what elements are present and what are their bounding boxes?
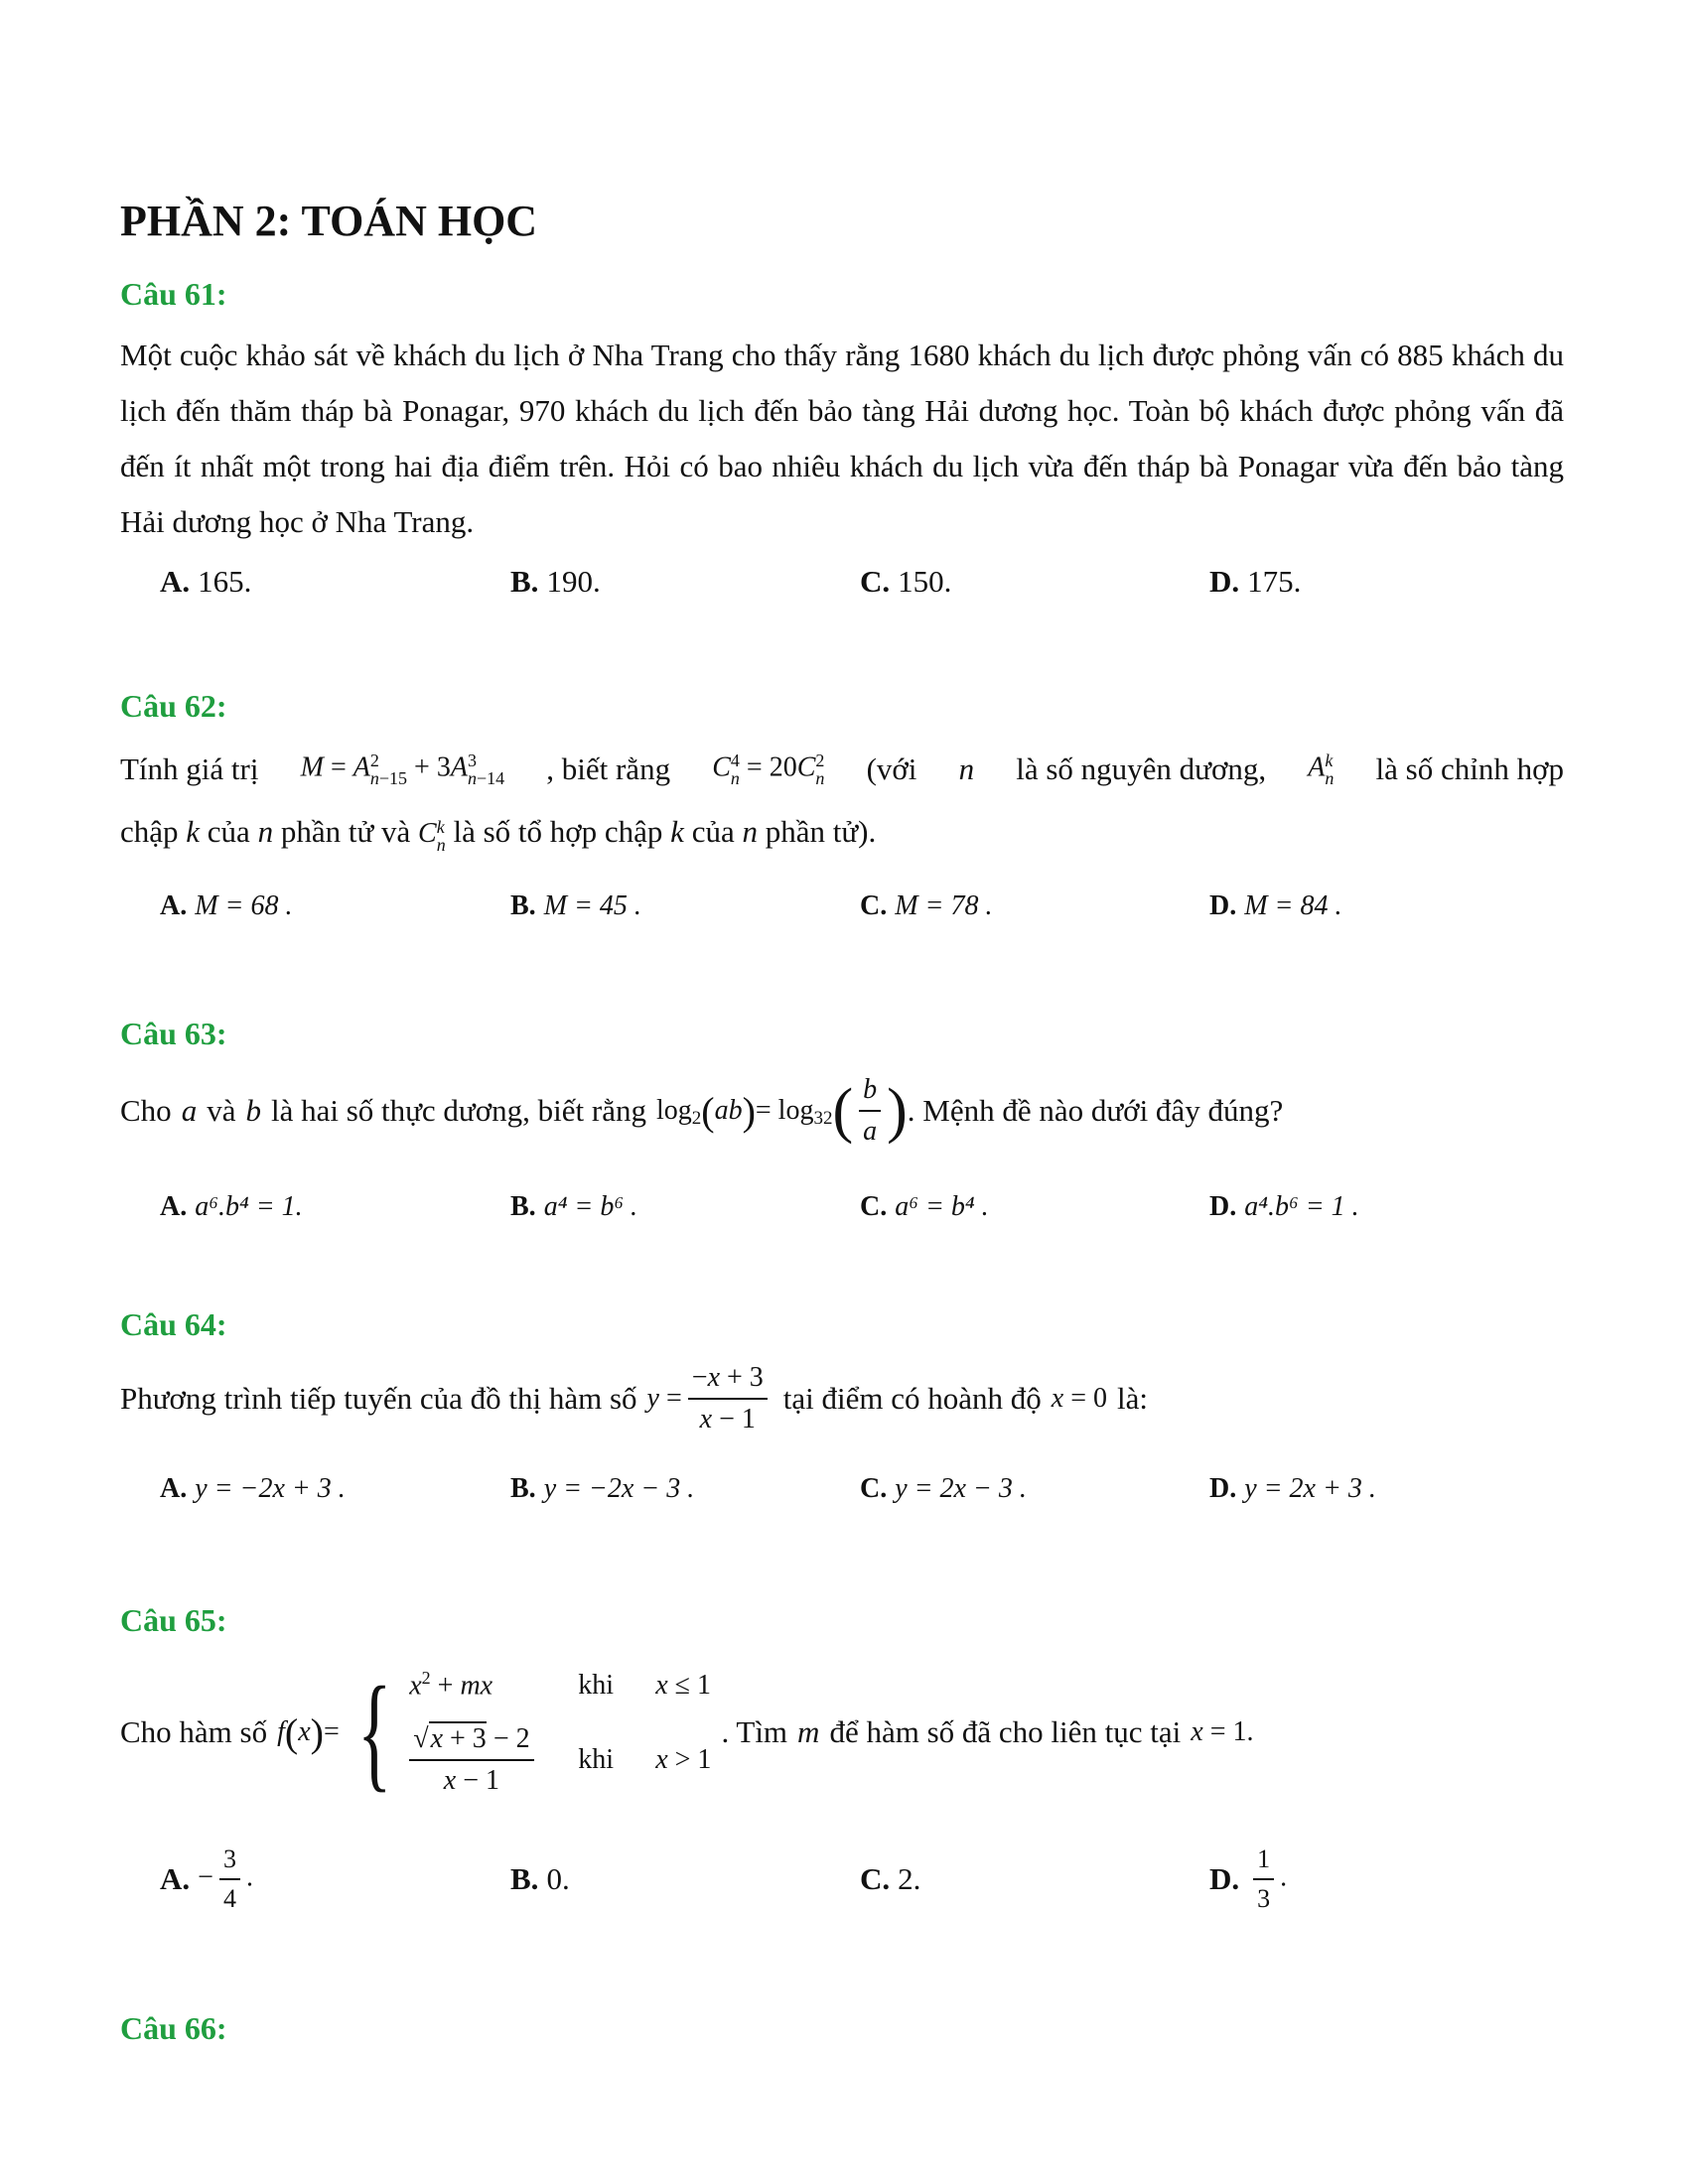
question-61-text: Một cuộc khảo sát về khách du lịch ở Nha Trang cho thấy rằng 1680 khách du lịch được phỏng vấn có 885 khách du lịch đến thăm tháp bà Ponagar, 970 khách du lịch đến bảo tàng Hải dương học. Toàn bộ khách được phỏng vấn đã đến ít nhất một trong hai địa điểm trên. Hỏi có bao nhiêu khách du lịch vừa đến tháp bà Ponagar vừa đến bảo tàng Hải dương học ở Nha Trang. <box>120 338 1564 539</box>
question-66-label: Câu 66: <box>120 2010 227 2046</box>
q62-option-a[interactable]: A. M = 68 . <box>160 890 293 921</box>
formula-function: y = $\frac{-x + 3}{x - 1}$ <box>647 1362 774 1435</box>
q63-option-c[interactable]: C. a⁶ = b⁴ . <box>860 1191 989 1222</box>
question-64-text: Phương trình tiếp tuyến của đồ thị hàm số y = $\frac{-x + 3}{x - 1}$ tại điểm có hoành độ x = 0 là: <box>120 1362 1149 1434</box>
q61-option-a[interactable]: A. 165. <box>160 564 252 599</box>
formula-condition: C 4 n = 20C 2 n <box>712 751 825 788</box>
formula-M: M = A 2 n−15 + 3A 3 n−14 <box>300 751 505 788</box>
q65-option-b[interactable]: B. 0. <box>510 1861 570 1896</box>
q64-option-d[interactable]: D. y = 2x + 3 . <box>1209 1473 1376 1504</box>
question-63-text: Cho a và b là hai số thực dương, biết rằng log 2 ( ab ) = log 32 ( $\frac{b}{a}$ ) . Mệnh đề nào dưới đây đúng? <box>120 1074 1284 1147</box>
question-65-label: Câu 65: <box>120 1602 227 1638</box>
q65-option-c[interactable]: C. 2. <box>860 1861 921 1896</box>
q65-option-a[interactable]: A. − $\frac{3}{4}$ . <box>160 1844 253 1913</box>
q62-option-c[interactable]: C. M = 78 . <box>860 890 993 921</box>
question-62-line-1: Tính giá trị M = A 2 n−15 + 3A 3 n−14 , biết rằng C 4 n = 20C 2 n (với n là số nguyên dương, A k n là số chỉnh hợp <box>120 751 1564 788</box>
question-64-label: Câu 64: <box>120 1306 227 1342</box>
q63-option-b[interactable]: B. a⁴ = b⁶ . <box>510 1191 638 1222</box>
question-63-label: Câu 63: <box>120 1016 227 1051</box>
q64-option-c[interactable]: C. y = 2x − 3 . <box>860 1473 1027 1504</box>
q61-option-d[interactable]: D. 175. <box>1209 564 1302 599</box>
q63-option-d[interactable]: D. a⁴.b⁶ = 1 . <box>1209 1191 1359 1222</box>
question-61-label: Câu 61: <box>120 276 227 312</box>
q61-option-b[interactable]: B. 190. <box>510 564 601 599</box>
question-62-label: Câu 62: <box>120 688 227 724</box>
q63-option-a[interactable]: A. a⁶.b⁴ = 1. <box>160 1191 303 1222</box>
q62-option-b[interactable]: B. M = 45 . <box>510 890 641 921</box>
q64-option-b[interactable]: B. y = −2x − 3 . <box>510 1473 695 1504</box>
q65-option-d[interactable]: D. $\frac{1}{3}$ . <box>1209 1844 1288 1913</box>
question-62-line-2: chập k của n phần tử và C k n là số tổ hợp chập k của n phần tử). <box>120 814 877 855</box>
formula-log: log 2 ( ab ) = log 32 ( $\frac{b}{a}$ ) <box>655 1074 908 1147</box>
q61-option-c[interactable]: C. 150. <box>860 564 952 599</box>
question-65-text: Cho hàm số f ( x ) = { $x^2$ + mx khi x ≤ 1 $\frac{√x + 3 - 2}{x - 1}$ khi x > 1 . Tìm m để hàm số đã cho liên tục tại x = 1. <box>120 1658 1253 1807</box>
section-title: PHẦN 2: TOÁN HỌC <box>120 197 538 245</box>
formula-piecewise: f ( x ) = { $x^2$ + mx khi x ≤ 1 $\frac{√x + 3 - 2}{x - 1}$ khi x > 1 <box>277 1661 712 1804</box>
q64-option-a[interactable]: A. y = −2x + 3 . <box>160 1473 346 1504</box>
q62-option-d[interactable]: D. M = 84 . <box>1209 890 1342 921</box>
